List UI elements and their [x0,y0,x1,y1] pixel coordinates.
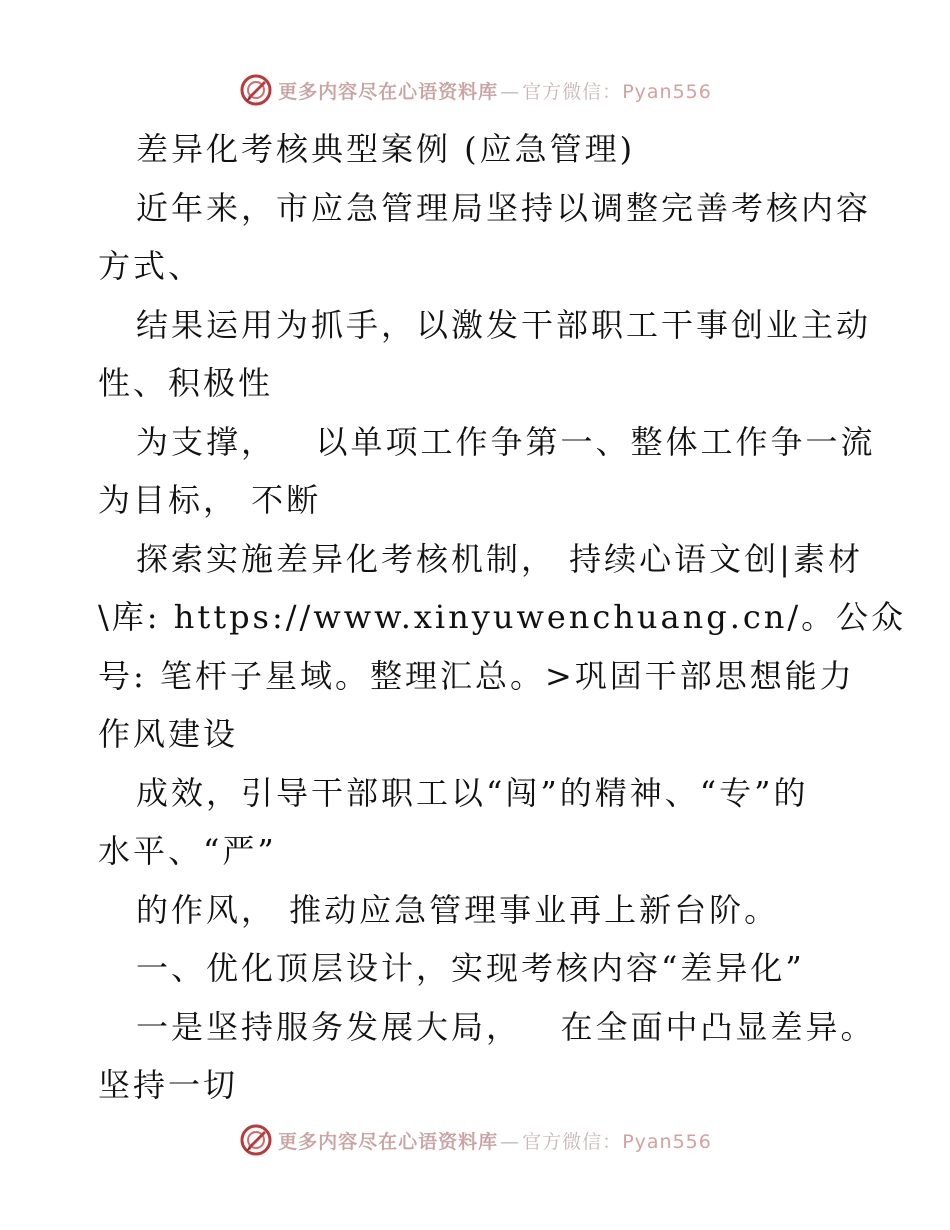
watermark-text [278,1127,712,1154]
watermark-main: 更多内容尽在心语资料库 [278,80,499,103]
paragraph-line: 为支撑， 以单项工作争第一、整体工作争一流 [136,422,876,461]
paragraph-line: 作风建设 [98,715,239,753]
paragraph-line: 成效，引导干部职工以“闯”的精神、“专”的 [136,773,809,812]
watermark-banner-bottom [0,1120,950,1160]
watermark-logo-icon [238,1122,274,1158]
watermark-main: 更多内容尽在心语资料库 [278,1130,499,1153]
paragraph-line: 水平、“严” [98,832,277,870]
paragraph-line: 为目标， 不断 [98,481,322,519]
paragraph-line: 探索实施差异化考核机制， 持续心语文创|素材 [136,539,863,578]
watermark-banner-top [0,70,950,110]
paragraph-line: 结果运用为抓手，以激发干部职工干事创业主动 [136,305,872,344]
paragraph-line: 号: 笔杆子星域。整理汇总。>巩固干部思想能力 [98,656,855,695]
document-body [98,120,907,1115]
watermark-wechat-id: Pyan556 [622,80,712,103]
paragraph-line: 近年来，市应急管理局坚持以调整完善考核内容 [136,188,872,227]
watermark-separator: — [500,80,521,103]
paragraph-line: 性、积极性 [98,364,274,402]
paragraph-line: 的作风， 推动应急管理事业再上新台阶。 [136,890,780,929]
paragraph-line: \库: https://www.xinyuwenchuang.cn/。公众 [98,598,907,636]
paragraph-line: 一是坚持服务发展大局， 在全面中凸显差异。 [136,1007,876,1046]
watermark-wechat-label: 官方微信： [522,1130,623,1153]
paragraph-line: 坚持一切 [98,1066,239,1104]
watermark-text [278,77,712,104]
section-heading: 一、优化顶层设计，实现考核内容“差异化” [136,949,805,987]
watermark-wechat-label: 官方微信： [522,80,623,103]
watermark-separator: — [500,1130,521,1153]
watermark-wechat-id: Pyan556 [622,1130,712,1153]
paragraph-line: 方式、 [98,247,204,285]
watermark-logo-icon [238,72,274,108]
document-title: 差异化考核典型案例 (应急管理) [136,130,636,168]
